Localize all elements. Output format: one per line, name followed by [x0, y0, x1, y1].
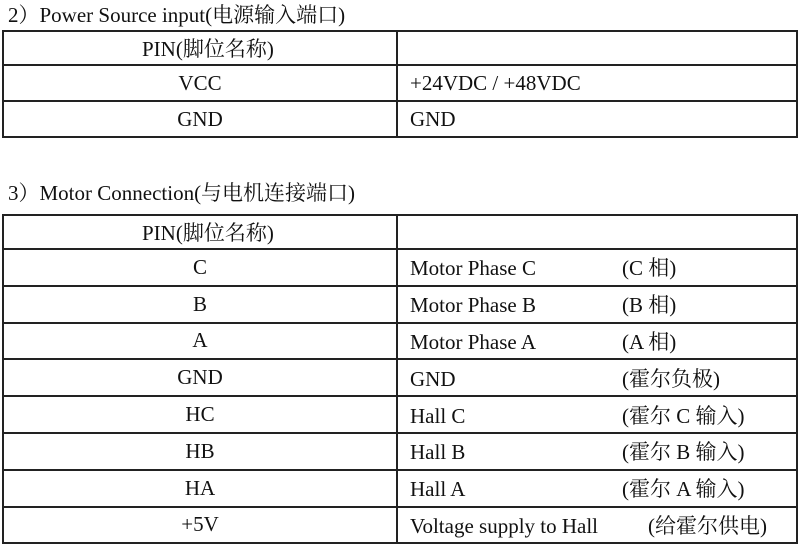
- description-note: (霍尔 A 输入): [622, 477, 745, 502]
- description-note: (B 相): [622, 293, 677, 318]
- description-cell: +24VDC / +48VDC: [397, 65, 797, 101]
- table-row: [3, 249, 797, 286]
- description-note: (霍尔 C 输入): [622, 403, 745, 428]
- description-text: Hall C: [410, 403, 466, 428]
- description-cell: GND: [397, 101, 797, 137]
- table-row: [3, 359, 797, 396]
- description-note: (A 相): [622, 329, 677, 354]
- section-title-motor-connection: 3）Motor Connection(与电机连接端口): [8, 181, 356, 205]
- description-text: Motor Phase A: [410, 329, 536, 354]
- description-cell: [397, 433, 797, 470]
- description-column-header: [397, 31, 797, 65]
- pin-cell: HB: [3, 433, 397, 470]
- pin-column-header: PIN(脚位名称): [3, 31, 397, 65]
- section-title-power-source: 2）Power Source input(电源输入端口): [8, 3, 346, 27]
- pin-cell: A: [3, 323, 397, 360]
- description-cell: [397, 470, 797, 507]
- description-cell: [397, 507, 797, 544]
- description-cell: [397, 249, 797, 286]
- table-row: [3, 433, 797, 470]
- power-source-table: [2, 30, 798, 138]
- pin-cell: GND: [3, 101, 397, 137]
- table-row: [3, 101, 797, 137]
- description-note: (霍尔负极): [622, 366, 720, 391]
- description-cell: [397, 396, 797, 433]
- table-row: [3, 323, 797, 360]
- table-row: [3, 507, 797, 544]
- description-text: Voltage supply to Hall: [410, 513, 599, 538]
- pin-cell: HA: [3, 470, 397, 507]
- description-text: Hall B: [410, 440, 466, 465]
- description-text: Hall A: [410, 477, 466, 502]
- description-cell: [397, 286, 797, 323]
- table-header-row: [3, 215, 797, 249]
- description-note: (给霍尔供电): [648, 513, 767, 538]
- pin-cell: B: [3, 286, 397, 323]
- description-text: Motor Phase C: [410, 256, 536, 281]
- table-row: [3, 286, 797, 323]
- description-note: (C 相): [622, 256, 677, 281]
- pin-cell: HC: [3, 396, 397, 433]
- description-column-header: [397, 215, 797, 249]
- pin-column-header: PIN(脚位名称): [3, 215, 397, 249]
- motor-connection-table: [2, 214, 798, 544]
- description-cell: [397, 323, 797, 360]
- description-cell: [397, 359, 797, 396]
- pin-cell: GND: [3, 359, 397, 396]
- table-header-row: [3, 31, 797, 65]
- table-row: [3, 396, 797, 433]
- table-row: [3, 470, 797, 507]
- pin-cell: VCC: [3, 65, 397, 101]
- pin-cell: C: [3, 249, 397, 286]
- description-text: GND: [410, 366, 456, 391]
- table-row: [3, 65, 797, 101]
- description-text: Motor Phase B: [410, 293, 536, 318]
- pin-cell: +5V: [3, 507, 397, 544]
- description-note: (霍尔 B 输入): [622, 440, 745, 465]
